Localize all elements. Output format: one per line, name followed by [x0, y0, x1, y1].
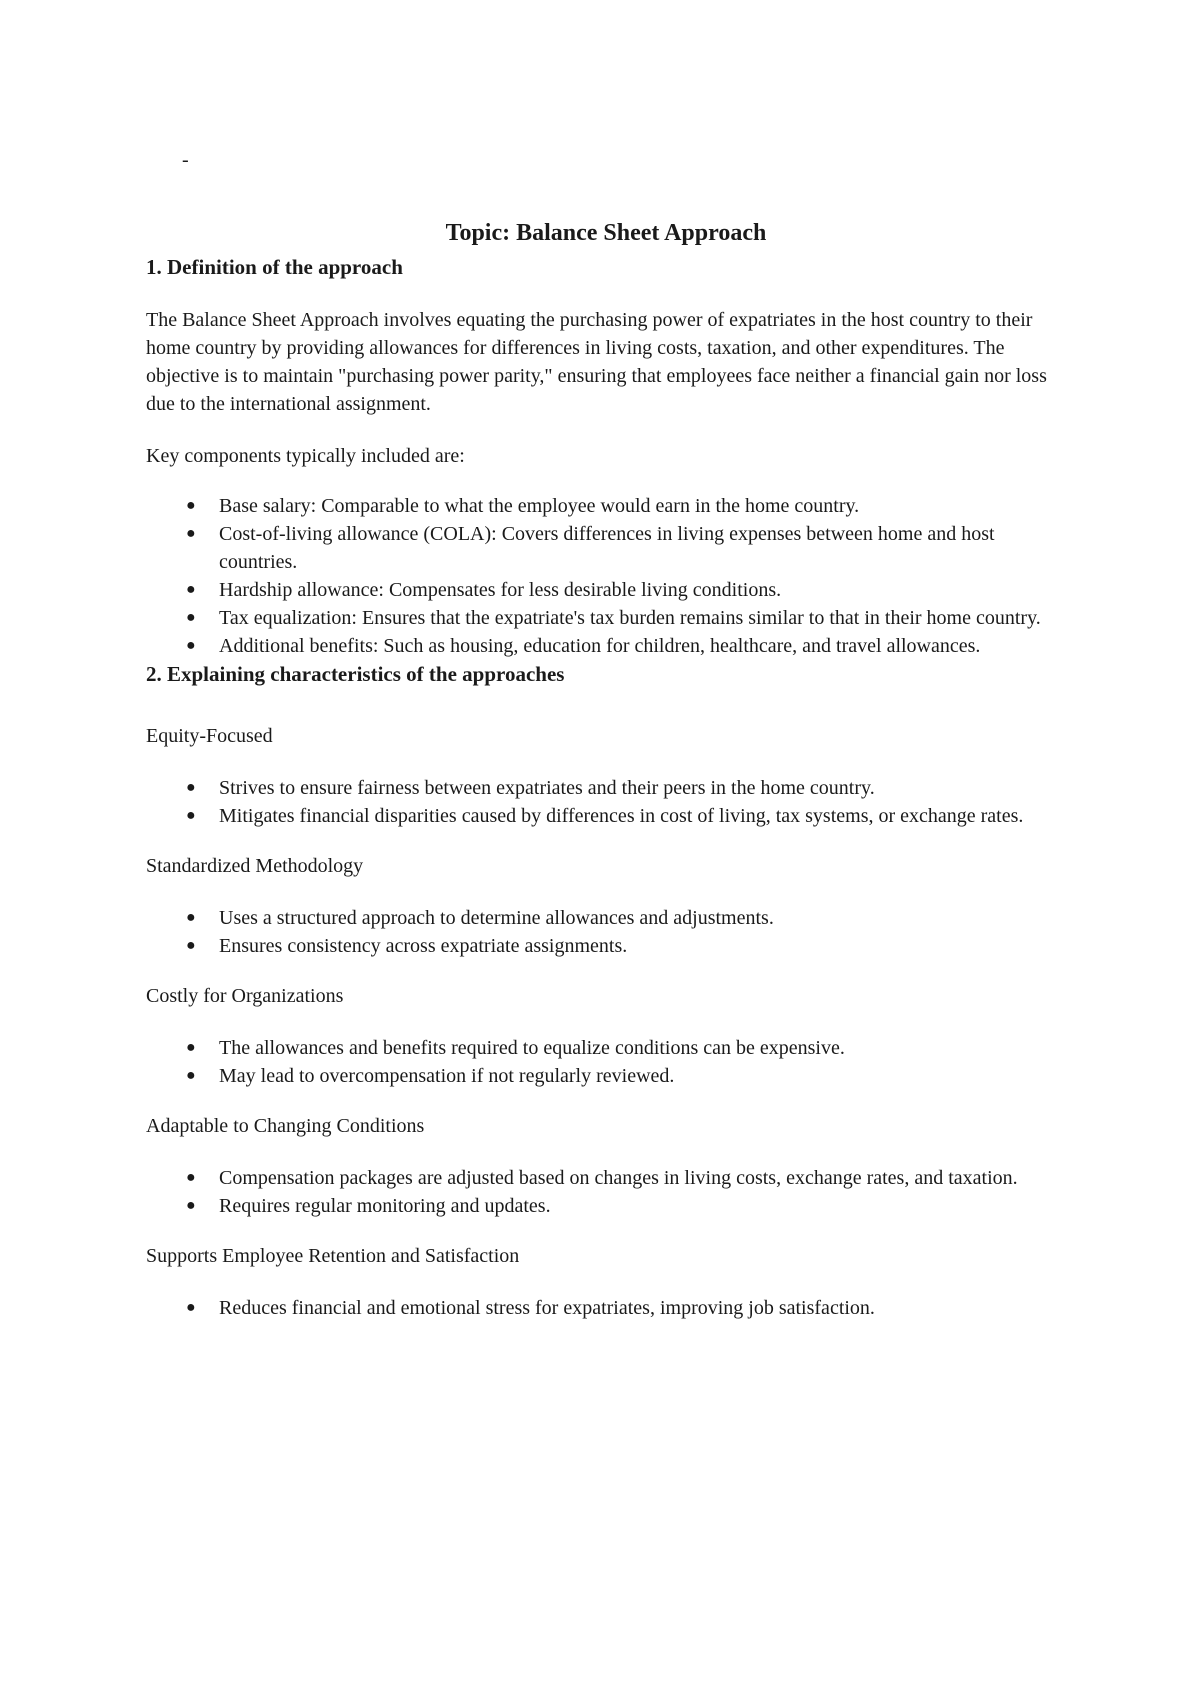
bullet-icon: ● — [186, 1169, 196, 1186]
group-label-costly: Costly for Organizations — [146, 985, 344, 1007]
header-mark: - — [182, 149, 189, 171]
definition-paragraph: The Balance Sheet Approach involves equating the purchasing power of expatriates in the host country to their home country by providing allowances for differences in living costs, taxation, and other expenditures. The objective is to maintain "purchasing power parity," ensuring that employees face neither a financial gain nor loss due to the international assignment. — [146, 309, 1047, 415]
list-item — [146, 492, 1076, 520]
group-list-retention — [146, 1294, 1076, 1322]
group-list-costly — [146, 1034, 1076, 1090]
list-item — [146, 774, 1076, 802]
list-item — [146, 1294, 1076, 1322]
group-label-adaptable: Adaptable to Changing Conditions — [146, 1115, 425, 1137]
list-item-text: Hardship allowance: Compensates for less desirable living conditions. — [219, 579, 782, 601]
document-body — [146, 253, 1076, 1322]
list-item — [146, 932, 1076, 960]
list-item-text: Ensures consistency across expatriate assignments. — [219, 935, 628, 957]
group-list-standardized — [146, 904, 1076, 960]
list-item-text: Uses a structured approach to determine allowances and adjustments. — [219, 907, 774, 929]
list-item-text: Base salary: Comparable to what the employee would earn in the home country. — [219, 495, 860, 517]
list-item — [146, 576, 1076, 604]
group-list-adaptable — [146, 1164, 1076, 1220]
list-item-text: Mitigates financial disparities caused by differences in cost of living, tax systems, or exchange rates. — [219, 805, 1024, 827]
list-item — [146, 1164, 1076, 1192]
bullet-icon: ● — [186, 1299, 196, 1316]
group-list-equity — [146, 774, 1076, 830]
bullet-icon: ● — [186, 779, 196, 796]
list-item-text: The allowances and benefits required to equalize conditions can be expensive. — [219, 1037, 845, 1059]
list-item-text: Compensation packages are adjusted based on changes in living costs, exchange rates, and taxation. — [219, 1167, 1018, 1189]
bullet-icon: ● — [186, 525, 196, 542]
list-item — [146, 1034, 1076, 1062]
section-2-heading: 2. Explaining characteristics of the approaches — [146, 662, 565, 686]
list-item — [146, 1062, 1076, 1090]
components-list — [146, 492, 1076, 660]
list-item — [146, 520, 1076, 576]
components-intro: Key components typically included are: — [146, 445, 465, 467]
group-label-equity: Equity-Focused — [146, 725, 273, 747]
list-item-text: Reduces financial and emotional stress for expatriates, improving job satisfaction. — [219, 1297, 875, 1319]
bullet-icon: ● — [186, 637, 196, 654]
bullet-icon: ● — [186, 807, 196, 824]
list-item — [146, 604, 1076, 632]
group-label-retention: Supports Employee Retention and Satisfaction — [146, 1245, 520, 1267]
group-label-standardized: Standardized Methodology — [146, 855, 364, 877]
bullet-icon: ● — [186, 937, 196, 954]
bullet-icon: ● — [186, 581, 196, 598]
bullet-icon: ● — [186, 1067, 196, 1084]
list-item-text: Strives to ensure fairness between expatriates and their peers in the home country. — [219, 777, 875, 799]
list-item-text: Requires regular monitoring and updates. — [219, 1195, 551, 1217]
section-1-heading: 1. Definition of the approach — [146, 255, 403, 279]
bullet-icon: ● — [186, 909, 196, 926]
list-item-text: Tax equalization: Ensures that the expatriate's tax burden remains similar to that in their home country. — [219, 607, 1041, 629]
list-item-text: Additional benefits: Such as housing, education for children, healthcare, and travel allowances. — [219, 635, 981, 657]
list-item — [146, 904, 1076, 932]
list-item — [146, 632, 1076, 660]
list-item — [146, 1192, 1076, 1220]
bullet-icon: ● — [186, 609, 196, 626]
list-item-text: Cost-of-living allowance (COLA): Covers differences in living expenses between home and host countries. — [219, 523, 995, 573]
list-item — [146, 802, 1076, 830]
bullet-icon: ● — [186, 1039, 196, 1056]
document-title: Topic: Balance Sheet Approach — [445, 220, 767, 246]
bullet-icon: ● — [186, 1197, 196, 1214]
list-item-text: May lead to overcompensation if not regularly reviewed. — [219, 1065, 675, 1087]
bullet-icon: ● — [186, 497, 196, 514]
